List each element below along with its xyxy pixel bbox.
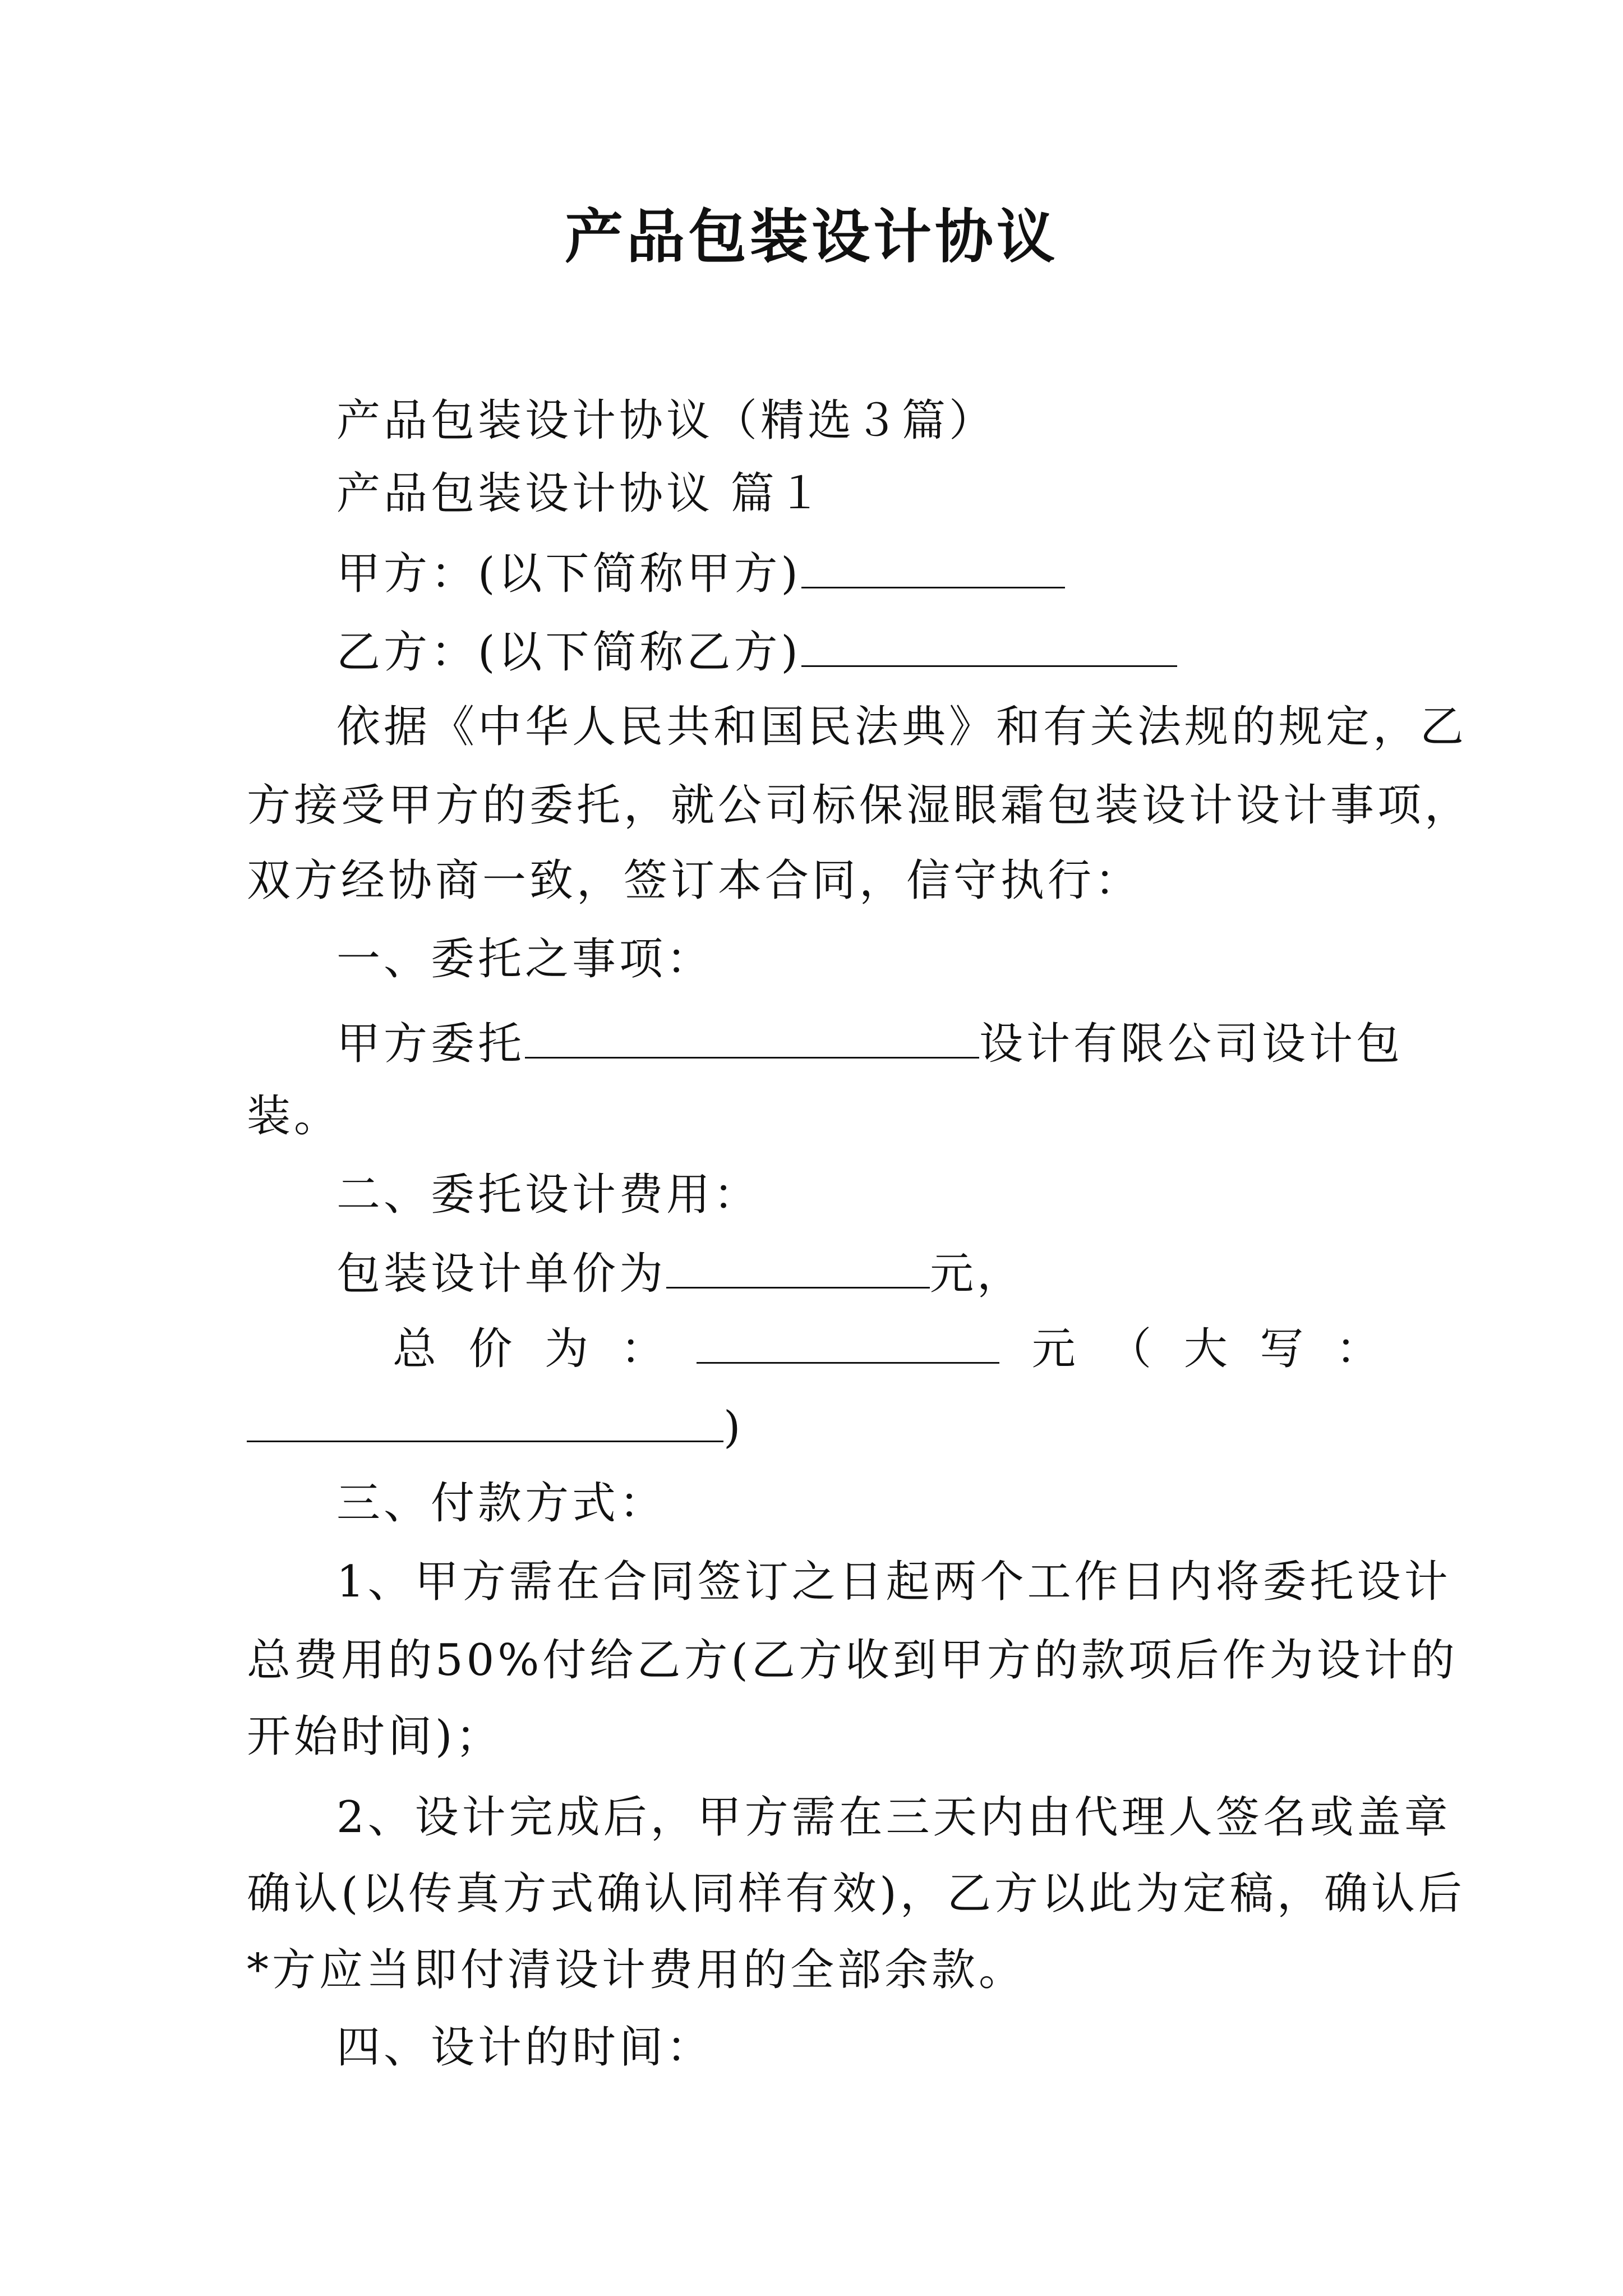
section-1-line-2: 装。 [247, 1091, 342, 1142]
intro-line-1: 依据《中华人民共和国民法典》和有关法规的规定，乙 [336, 702, 1468, 752]
total-price-line [393, 1318, 1380, 1377]
payment-item-2-line-2: 确认(以传真方式确认同样有效)，乙方以此为定稿，确认后 [247, 1869, 1465, 1919]
party-b-line [336, 622, 1177, 680]
part-heading: 产品包装设计协议 篇１ [336, 468, 825, 519]
intro-line-2: 方接受甲方的委托，就公司标保湿眼霜包装设计设计事项， [247, 780, 1472, 831]
payment-item-1-line-1: 1、甲方需在合同签订之日起两个工作日内将委托设计 [336, 1557, 1451, 1607]
unit-price-unit: 元， [930, 1249, 1025, 1299]
total-char-2: 价 [468, 1324, 513, 1374]
section-4-heading: 四、设计的时间： [336, 2022, 714, 2073]
payment-item-1-line-3: 开始时间)； [247, 1711, 503, 1762]
payment-item-2-line-3: *方应当即付清设计费用的全部余款。 [247, 1945, 1026, 1995]
document-subtitle: 产品包装设计协议（精选３篇） [336, 395, 997, 446]
total-char-1: 总 [393, 1324, 437, 1374]
section-1-entrust-suffix: 设计有限公司设计包 [979, 1019, 1404, 1069]
payment-item-1-line-2: 总费用的50%付给乙方(乙方收到甲方的款项后作为设计的 [247, 1635, 1458, 1686]
section-1-line-1 [336, 1013, 1403, 1072]
party-b-label: 乙方：(以下简称乙方) [336, 627, 801, 678]
total-uppercase-blank [247, 1397, 723, 1442]
intro-line-3: 双方经协商一致，签订本合同，信守执行： [247, 855, 1142, 906]
unit-price-blank [666, 1243, 930, 1289]
section-1-heading: 一、委托之事项： [336, 934, 714, 984]
total-char-8: 写 [1260, 1324, 1304, 1374]
total-char-3: 为 [545, 1324, 589, 1374]
total-uppercase-close: ) [723, 1402, 744, 1453]
total-price-blank [697, 1318, 999, 1364]
total-char-6: （ [1108, 1324, 1152, 1374]
section-2-heading: 二、委托设计费用： [336, 1170, 761, 1220]
party-a-label: 甲方：(以下简称甲方) [336, 549, 801, 599]
party-b-blank [801, 622, 1177, 667]
party-a-line [336, 543, 1065, 602]
document-title: 产品包装设计协议 [564, 202, 1058, 271]
total-price-uppercase-line [247, 1397, 744, 1456]
payment-item-2-line-1: 2、设计完成后，甲方需在三天内由代理人签名或盖章 [336, 1792, 1451, 1843]
total-char-5: 元 [1031, 1324, 1076, 1374]
unit-price-line [336, 1243, 1024, 1302]
total-char-4: ： [620, 1324, 665, 1374]
total-char-7: 大 [1183, 1324, 1228, 1374]
section-3-heading: 三、付款方式： [336, 1478, 667, 1529]
design-company-blank [525, 1013, 979, 1059]
unit-price-label: 包装设计单价为 [336, 1249, 667, 1299]
section-1-entrust-label: 甲方委托 [336, 1019, 525, 1069]
party-a-blank [801, 543, 1065, 588]
total-char-9: ： [1335, 1324, 1380, 1374]
